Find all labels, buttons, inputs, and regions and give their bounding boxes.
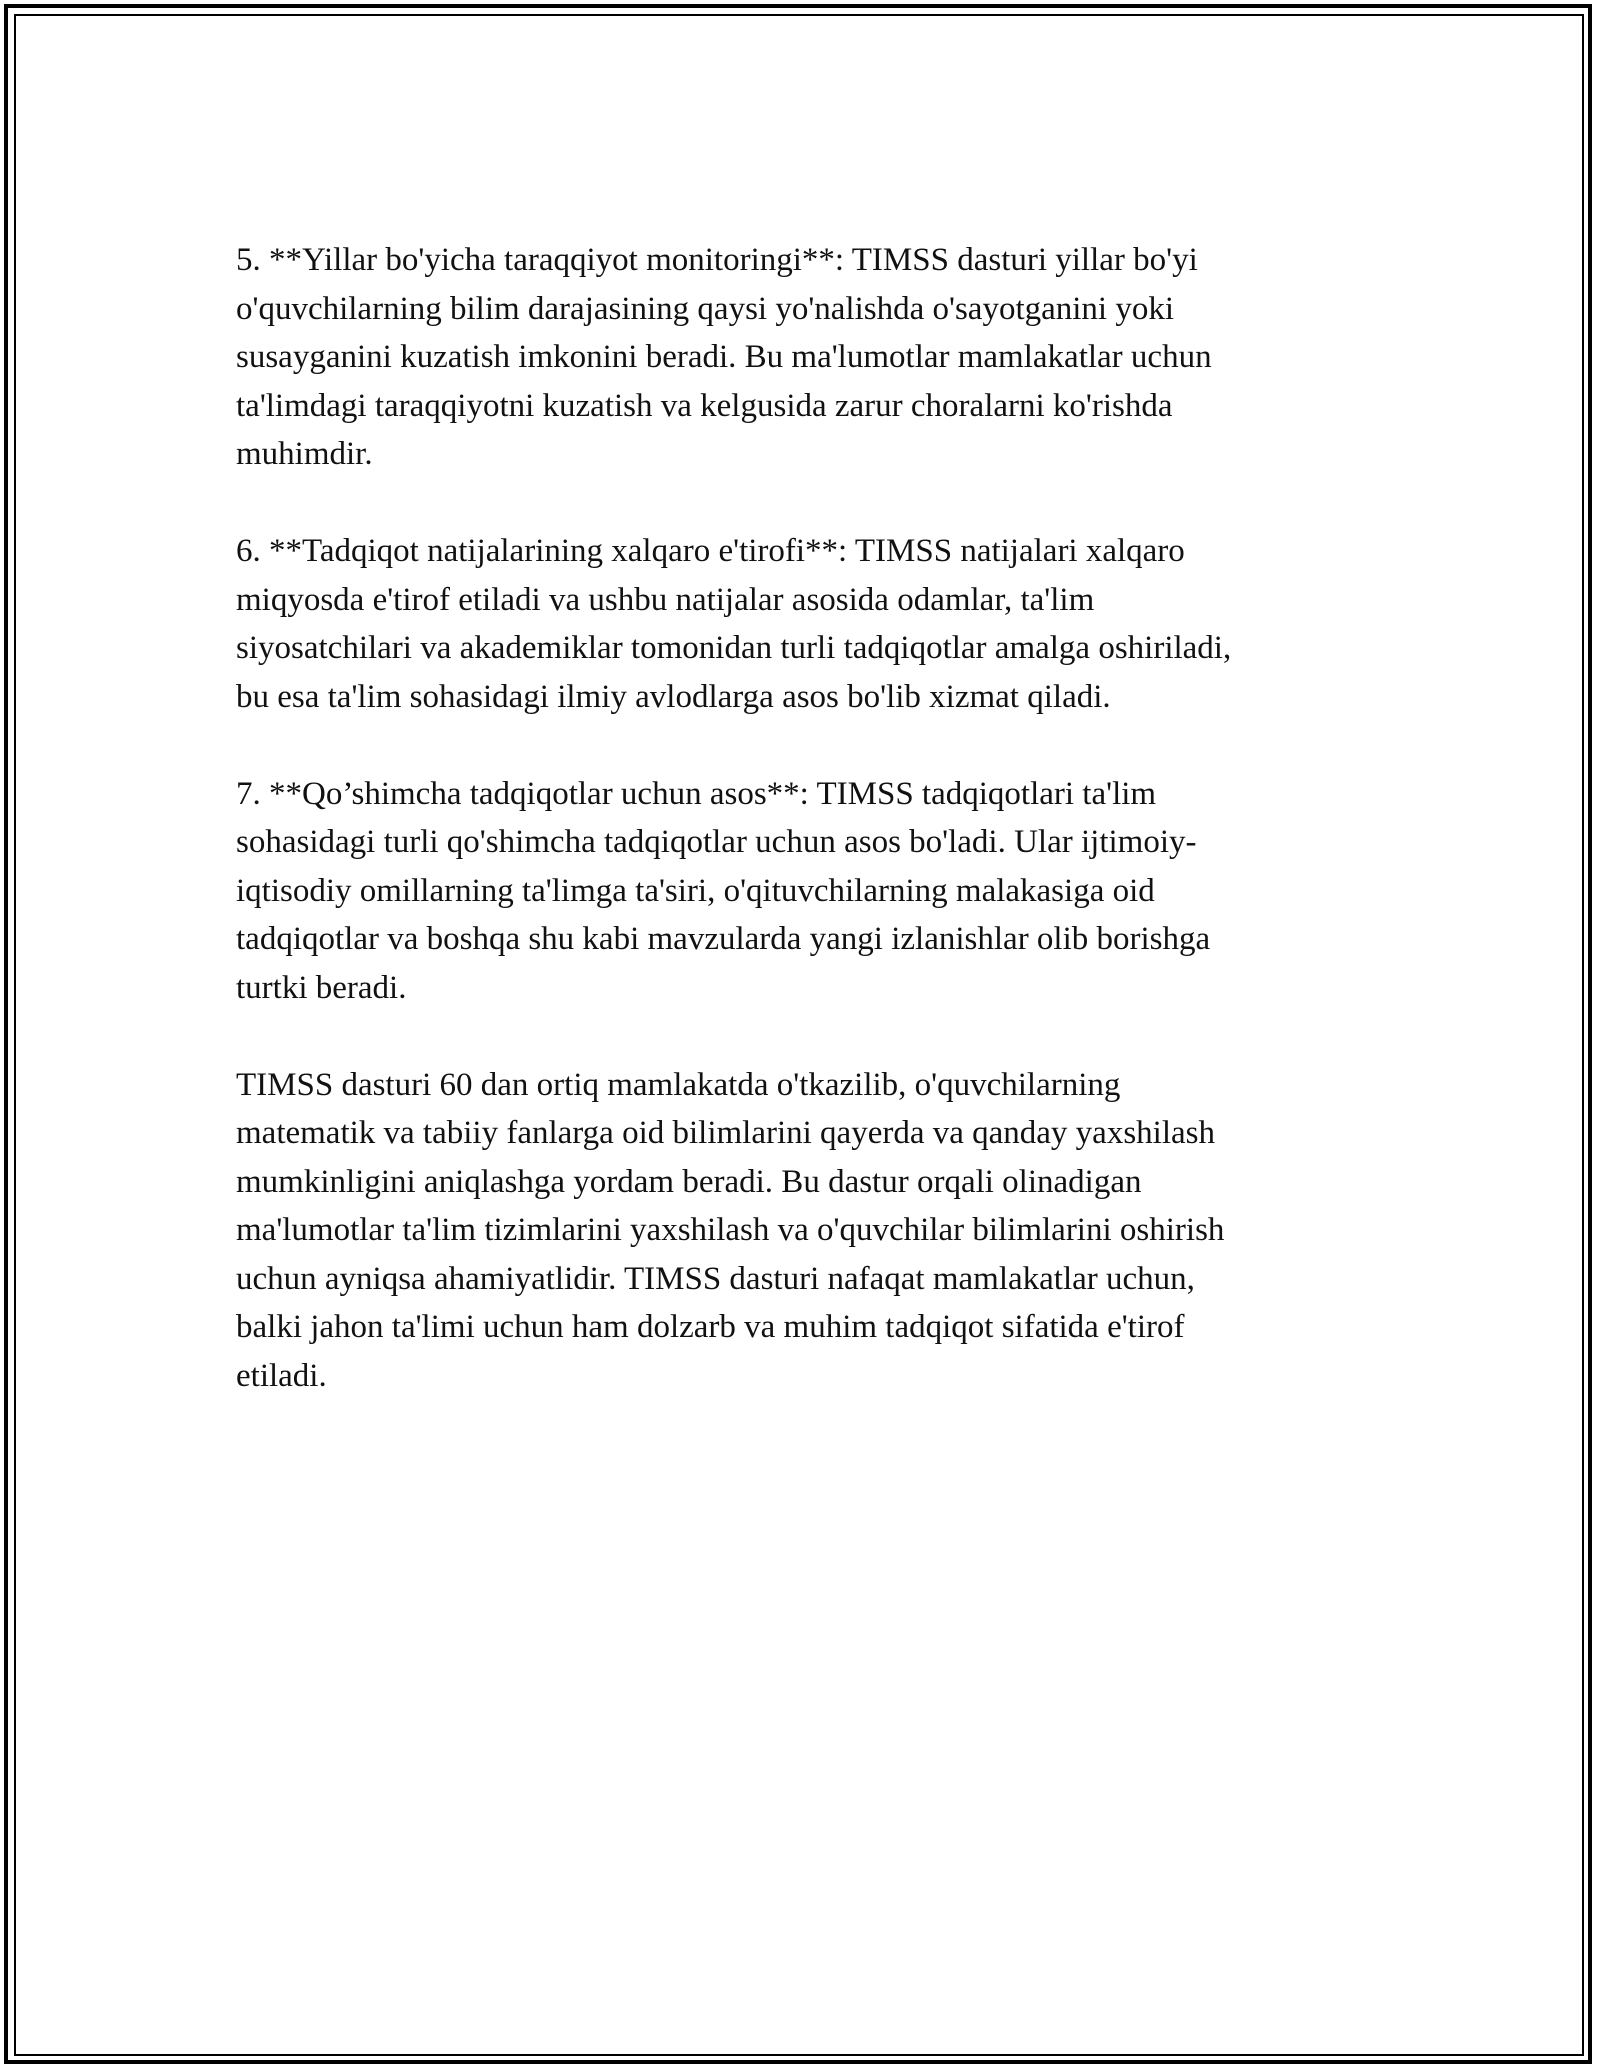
paragraph-conclusion (236, 1061, 1366, 1401)
text-line: iqtisodiy omillarning ta'limga ta'siri, o'qituvchilarning malakasiga oid (236, 872, 1155, 909)
text-line: turtki beradi. (236, 969, 407, 1006)
text-line: ta'limdagi taraqqiyotni kuzatish va kelgusida zarur choralarni ko'rishda (236, 387, 1173, 424)
text-line: balki jahon ta'limi uchun ham dolzarb va muhim tadqiqot sifatida e'tirof (236, 1309, 1185, 1345)
text-line: tadqiqotlar va boshqa shu kabi mavzularda yangi izlanishlar olib borishga (236, 921, 1211, 957)
document-body (236, 236, 1366, 1449)
text-line: muhimdir. (236, 436, 373, 472)
paragraph-5-progress-monitoring (236, 236, 1366, 479)
text-line: bu esa ta'lim sohasidagi ilmiy avlodlarga asos bo'lib xizmat qiladi. (236, 678, 1111, 715)
text-line: sohasidagi turli qo'shimcha tadqiqotlar uchun asos bo'ladi. Ular ijtimoiy- (236, 824, 1197, 860)
text-line: miqyosda e'tirof etiladi va ushbu natijalar asosida odamlar, ta'lim (236, 581, 1095, 618)
text-line: matematik va tabiiy fanlarga oid bilimlarini qayerda va qanday yaxshilash (236, 1115, 1215, 1151)
text-line: uchun ayniqsa ahamiyatlidir. TIMSS dasturi nafaqat mamlakatlar uchun, (236, 1260, 1195, 1297)
text-line: etiladi. (236, 1357, 327, 1394)
paragraph-6-international-recognition (236, 527, 1366, 721)
text-line: mumkinligini aniqlashga yordam beradi. Bu dastur orqali olinadigan (236, 1163, 1142, 1200)
text-line: 5. **Yillar bo'yicha taraqqiyot monitoringi**: TIMSS dasturi yillar bo'yi (236, 242, 1198, 278)
paragraph-7-basis-for-research (236, 770, 1366, 1013)
text-line: ma'lumotlar ta'lim tizimlarini yaxshilash va o'quvchilar bilimlarini oshirish (236, 1212, 1225, 1248)
text-line: susayganini kuzatish imkonini beradi. Bu ma'lumotlar mamlakatlar uchun (236, 339, 1212, 375)
text-line: o'quvchilarning bilim darajasining qaysi yo'nalishda o'sayotganini yoki (236, 290, 1175, 327)
text-line: siyosatchilari va akademiklar tomonidan turli tadqiqotlar amalga oshiriladi, (236, 630, 1232, 666)
text-line: TIMSS dasturi 60 dan ortiq mamlakatda o'tkazilib, o'quvchilarning (236, 1066, 1121, 1103)
text-line: 6. **Tadqiqot natijalarining xalqaro e'tirofi**: TIMSS natijalari xalqaro (236, 533, 1185, 569)
text-line: 7. **Qo’shimcha tadqiqotlar uchun asos**: TIMSS tadqiqotlari ta'lim (236, 775, 1157, 812)
